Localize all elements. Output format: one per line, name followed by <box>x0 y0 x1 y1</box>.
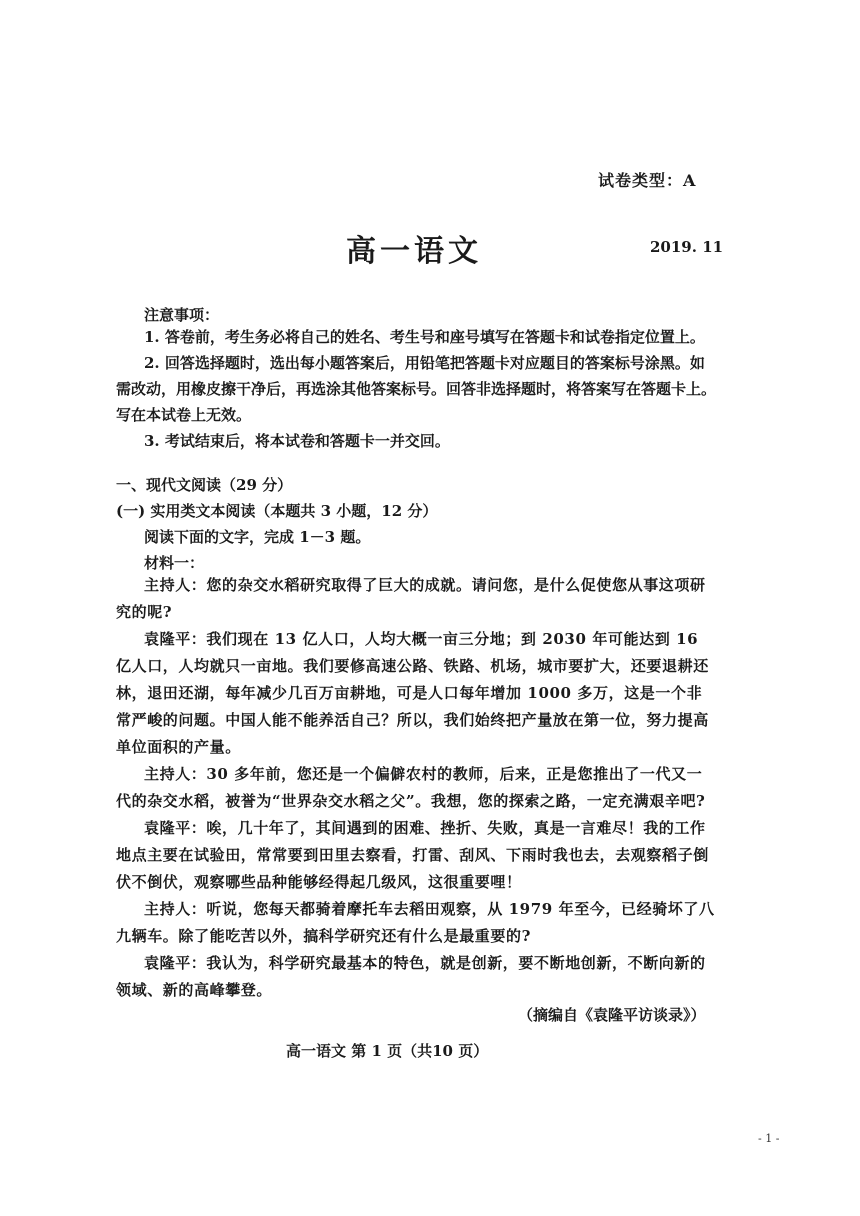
notice-list <box>116 324 716 454</box>
exam-date: 2019. 11 <box>650 238 724 256</box>
notice-heading: 注意事项： <box>144 306 220 324</box>
material-label: 材料一： <box>144 554 205 572</box>
section-instruction: 阅读下面的文字，完成 1－3 题。 <box>144 528 371 546</box>
page-title: 高一语文 <box>346 234 482 269</box>
source-citation: （摘编自《袁隆平访谈录》） <box>518 1006 706 1024</box>
exam-type-label: 试卷类型：A <box>598 171 697 190</box>
page-number: - 1 - <box>758 1132 780 1145</box>
notice-item: 3. 考试结束后，将本试卷和答题卡一并交回。 <box>144 432 450 450</box>
dialog-paragraph: 袁隆平：我认为，科学研究最基本的特色，就是创新，要不断地创新，不断向新的领域、新的高峰攀登。 <box>116 954 706 999</box>
dialog-paragraph: 主持人：听说，您每天都骑着摩托车去稻田观察，从 1979 年至今，已经骑坏了八九辆车。除了能吃苦以外，搞科学研究还有什么是最重要的? <box>116 900 715 945</box>
notice-item: 1. 答卷前，考生务必将自己的姓名、考生号和座号填写在答题卡和试卷指定位置上。 <box>144 328 705 346</box>
dialog-paragraph: 主持人：30 多年前，您还是一个偏僻农村的教师，后来，正是您推出了一代又一代的杂交水稻，被誉为“世界杂交水稻之父”。我想，您的探索之路，一定充满艰辛吧? <box>116 765 706 810</box>
interview-text <box>116 572 716 1004</box>
page-footer: 高一语文 第 1 页（共10 页） <box>286 1042 489 1060</box>
notice-item: 2. 回答选择题时，选出每小题答案后，用铅笔把答题卡对应题目的答案标号涂黑。如需改动，用橡皮擦干净后，再选涂其他答案标号。回答非选择题时，将答案写在答题卡上。写在本试卷上无效。 <box>116 354 717 424</box>
section-title: 一、现代文阅读（29 分） <box>116 476 293 494</box>
dialog-paragraph: 袁隆平：唉，几十年了，其间遇到的困难、挫折、失败，真是一言难尽！我的工作地点主要在试验田，常常要到田里去察看，打雷、刮风、下雨时我也去，去观察稻子倒伏不倒伏，观察哪些品种能够经得起几级风，这很重要哩！ <box>116 819 709 891</box>
dialog-paragraph: 袁隆平：我们现在 13 亿人口，人均大概一亩三分地；到 2030 年可能达到 16 亿人口，人均就只一亩地。我们要修高速公路、铁路、机场，城市要扩大，还要退耕还林，退田还湖，每年减少几百万亩耕地，可是人口每年增加 1000 多万，这是一个非常严峻的问题。中国人能不能养活自己？所以，我们始终把产量放在第一位，努力提高单位面积的产量。 <box>116 630 709 756</box>
dialog-paragraph: 主持人：您的杂交水稻研究取得了巨大的成就。请问您，是什么促使您从事这项研究的呢? <box>116 576 706 621</box>
section-subtitle: (一) 实用类文本阅读（本题共 3 小题，12 分） <box>116 502 438 520</box>
